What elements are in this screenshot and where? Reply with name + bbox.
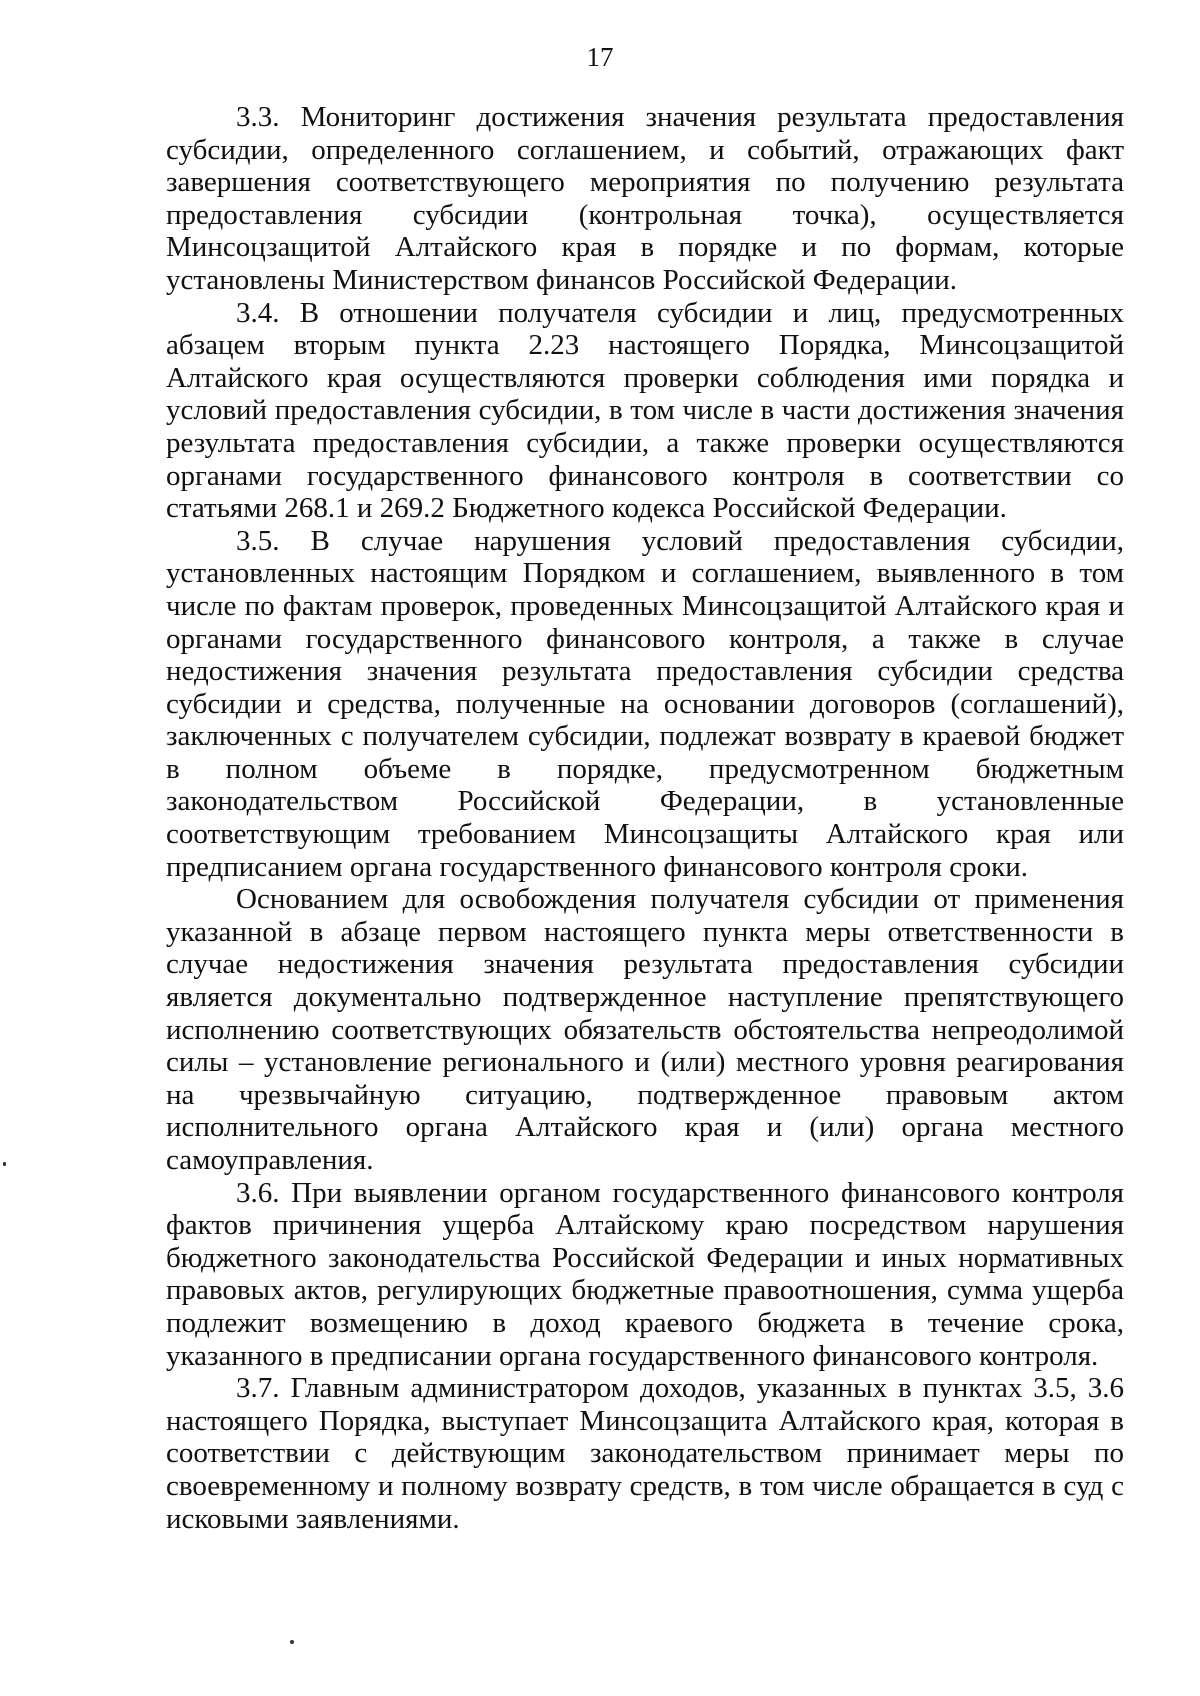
paragraph-3-3: 3.3. Мониторинг достижения значения результата предоставления субсидии, определенного соглашением, и событий, отражающих факт завершения соответствующего мероприятия по получению результата предоставления субсидии (контрольная точка), осуществляется Минсоцзащитой Алтайского края в порядке и по формам, которые установлены Министерством финансов Российской Федерации.: [166, 101, 1124, 296]
paragraph-3-7: 3.7. Главным администратором доходов, указанных в пунктах 3.5, 3.6 настоящего Порядка, выступает Минсоцзащита Алтайского края, которая в соответствии с действующим законодательством принимает меры по своевременному и полному возврату средств, в том числе обращается в суд с исковыми заявлениями.: [166, 1372, 1124, 1535]
paragraph-3-5: 3.5. В случае нарушения условий предоставления субсидии, установленных настоящим Порядком и соглашением, выявленного в том числе по фактам проверок, проведенных Минсоцзащитой Алтайского края и органами государственного финансового контроля, а также в случае недостижения значения результата предоставления субсидии средства субсидии и средства, полученные на основании договоров (соглашений), заключенных с получателем субсидии, подлежат возврату в краевой бюджет в полном объеме в порядке, предусмотренном бюджетным законодательством Российской Федерации, в установленные соответствующим требованием Минсоцзащиты Алтайского края или предписанием органа государственного финансового контроля сроки.: [166, 524, 1124, 883]
paragraph-3-6: 3.6. При выявлении органом государственного финансового контроля фактов причинения ущерба Алтайскому краю посредством нарушения бюджетного законодательства Российской Федерации и иных нормативных правовых актов, регулирующих бюджетные правоотношения, сумма ущерба подлежит возмещению в доход краевого бюджета в течение срока, указанного в предписании органа государственного финансового контроля.: [166, 1176, 1124, 1372]
page-number: 17: [586, 42, 614, 72]
scan-artifact-dot: [290, 1640, 294, 1644]
paragraph-3-5-exemption: Основанием для освобождения получателя субсидии от применения указанной в абзаце первом настоящего пункта меры ответственности в случае недостижения значения результата предоставления субсидии является документально подтвержденное наступление препятствующего исполнению соответствующих обязательств обстоятельства непреодолимой силы – установление регионального и (или) местного уровня реагирования на чрезвычайную ситуацию, подтвержденное правовым актом исполнительного органа Алтайского края и (или) органа местного самоуправления.: [166, 883, 1124, 1176]
scan-artifact-mark: [3, 1162, 6, 1166]
document-body: [166, 101, 1124, 1535]
paragraph-3-4: 3.4. В отношении получателя субсидии и лиц, предусмотренных абзацем вторым пункта 2.23 настоящего Порядка, Минсоцзащитой Алтайского края осуществляются проверки соблюдения ими порядка и условий предоставления субсидии, в том числе в части достижения значения результата предоставления субсидии, а также проверки осуществляются органами государственного финансового контроля в соответствии со статьями 268.1 и 269.2 Бюджетного кодекса Российской Федерации.: [166, 296, 1124, 525]
